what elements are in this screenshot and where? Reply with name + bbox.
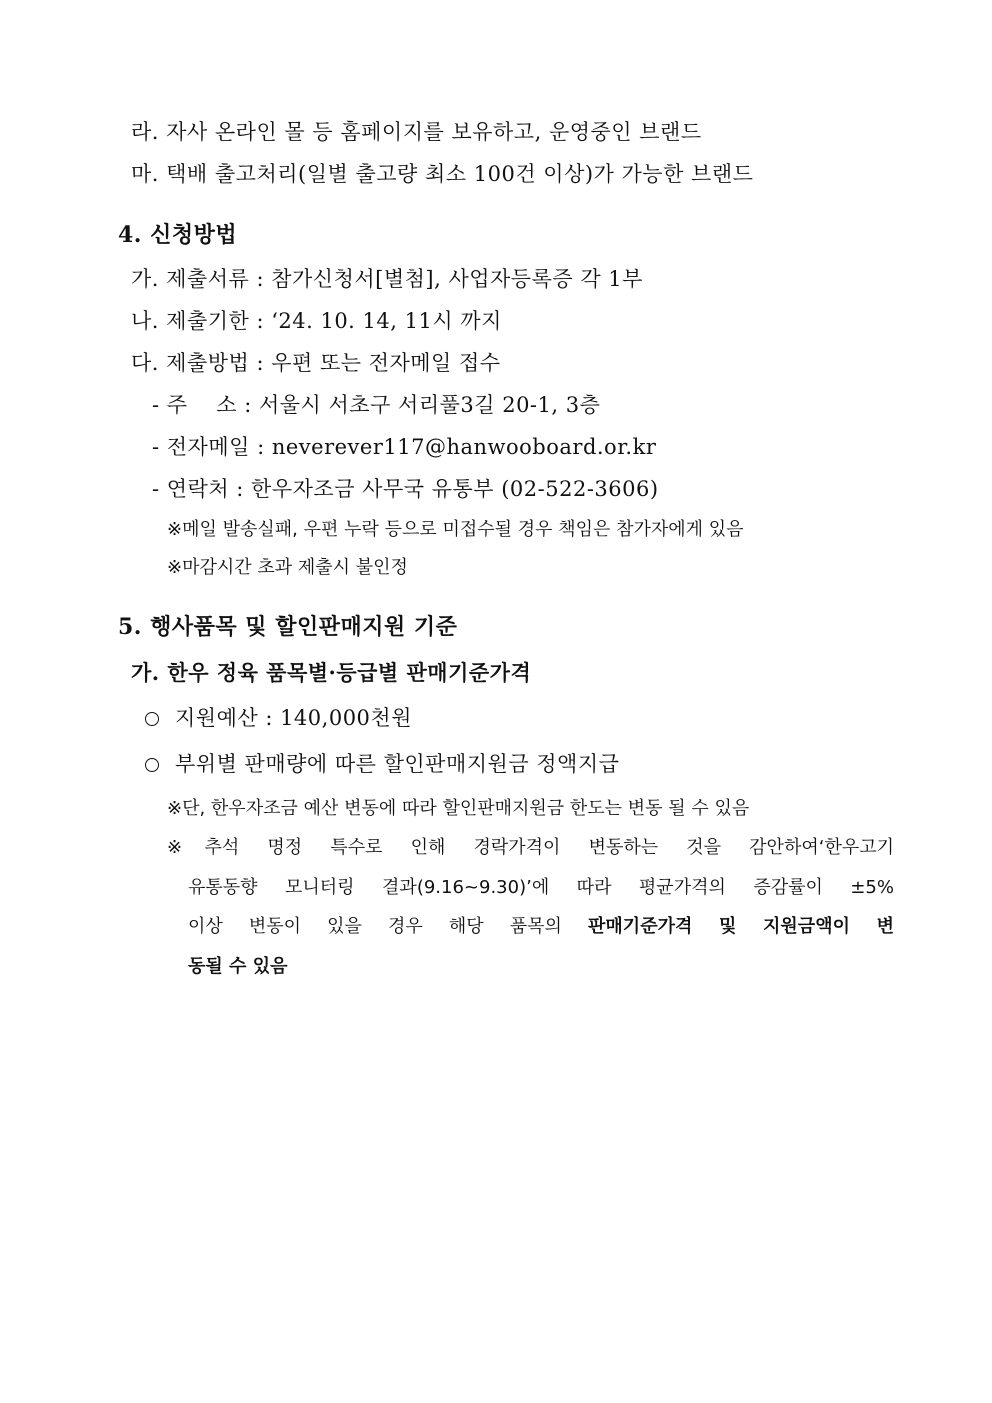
note-deadline: ※마감시간 초과 제출시 불인정 bbox=[167, 557, 408, 578]
section4-item-da: 다. 제출방법 : 우편 또는 전자메일 접수 bbox=[131, 351, 501, 375]
criteria-ra: 라. 자사 온라인 몰 등 홈페이지를 보유하고, 운영중인 브랜드 bbox=[131, 120, 702, 144]
section4-item-na: 나. 제출기한 : ‘24. 10. 14, 11시 까지 bbox=[131, 309, 502, 333]
contact-line: - 연락처 : 한우자조금 사무국 유통부 (02-522-3606) bbox=[152, 477, 659, 501]
section4-title: 4. 신청방법 bbox=[118, 222, 238, 248]
circle-bullet-icon bbox=[145, 758, 159, 772]
bullet-budget-text: 지원예산 : 140,000천원 bbox=[175, 706, 412, 730]
email-line: - 전자메일 : neverever117@hanwooboard.or.kr bbox=[152, 435, 657, 459]
section5-title: 5. 행사품목 및 할인판매지원 기준 bbox=[118, 614, 458, 640]
note-price-change-line3 bbox=[188, 913, 894, 941]
bullet-payment bbox=[145, 750, 619, 778]
circle-bullet-icon bbox=[145, 712, 159, 726]
note-line3-bold: 판매기준가격 및 지원금액이 변 bbox=[588, 916, 895, 937]
bullet-payment-text: 부위별 판매량에 따른 할인판매지원금 정액지급 bbox=[175, 752, 620, 776]
criteria-ma: 마. 택배 출고처리(일별 출고량 최소 100건 이상)가 가능한 브랜드 bbox=[131, 162, 754, 186]
note-price-change-line2: 유통동향 모니터링 결과(9.16~9.30)’에 따라 평균가격의 증감률이 ±5% bbox=[188, 877, 894, 898]
address-line: - 주 소 : 서울시 서초구 서리풀3길 20-1, 3층 bbox=[152, 393, 601, 417]
section4-item-ga: 가. 제출서류 : 참가신청서[별첨], 사업자등록증 각 1부 bbox=[131, 267, 643, 291]
bullet-budget bbox=[145, 704, 412, 732]
note-line3-plain: 이상 변동이 있을 경우 해당 품목의 bbox=[188, 916, 589, 937]
note-price-change-line1: ※추석 명정 특수로 인해 경락가격이 변동하는 것을 감안하여‘한우고기 bbox=[167, 837, 894, 858]
note-mail-failure: ※메일 발송실패, 우편 누락 등으로 미접수될 경우 책임은 참가자에게 있음 bbox=[167, 519, 744, 540]
section5-sub-ga: 가. 한우 정육 품목별·등급별 판매기준가격 bbox=[131, 660, 532, 685]
note-price-change-line4: 동될 수 있음 bbox=[188, 956, 288, 977]
note-budget-change: ※단, 한우자조금 예산 변동에 따라 할인판매지원금 한도는 변동 될 수 있음 bbox=[167, 798, 750, 819]
